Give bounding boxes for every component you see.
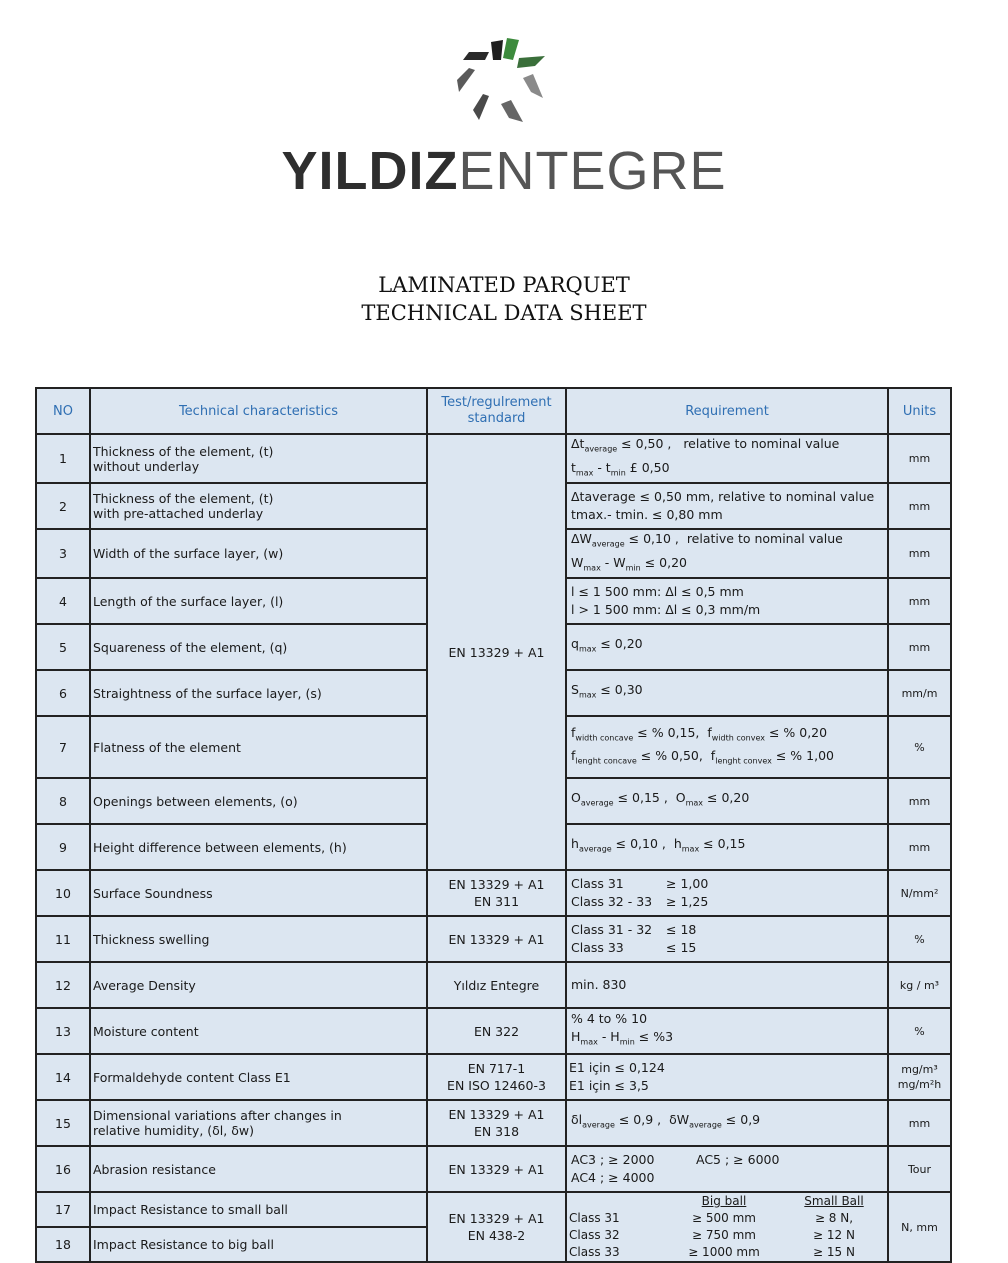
row-characteristic: Moisture content [90,1008,427,1054]
row-characteristic: Length of the surface layer, (l) [90,578,427,624]
row-unit: mm [888,824,951,870]
row-unit: % [888,916,951,962]
row-no: 11 [36,916,90,962]
row-no: 1 [36,434,90,483]
row-standard: EN 13329 + A1 [427,434,566,870]
row-requirement: Class 31 - 32 ≤ 18 Class 33 ≤ 15 [566,916,888,962]
table-row [36,434,951,483]
row-characteristic: Squareness of the element, (q) [90,624,427,670]
document-subtitle: TECHNICAL DATA SHEET [361,301,647,325]
row-requirement: AC3 ; ≥ 2000 AC5 ; ≥ 6000 AC4 ; ≥ 4000 [566,1146,888,1192]
row-characteristic: Thickness of the element, (t) with pre-attached underlay [90,483,427,529]
row-unit: mm [888,434,951,483]
row-characteristic: Formaldehyde content Class E1 [90,1054,427,1100]
row-no: 16 [36,1146,90,1192]
row-characteristic: Openings between elements, (o) [90,778,427,824]
header-characteristics: Technical characteristics [90,388,427,434]
table-row [36,1054,951,1100]
row-unit: N/mm² [888,870,951,916]
header-no: NO [36,388,90,434]
row-no: 17 [36,1192,90,1227]
row-unit: mm [888,1100,951,1146]
brand-name: YILDIZENTEGRE [281,141,727,201]
row-requirement: $O_{average} \le 0,15$ , $O_{max} \le 0,20$ [566,778,888,824]
row-characteristic: Width of the surface layer, (w) [90,529,427,578]
technical-data-table [35,387,952,1263]
row-no: 12 [36,962,90,1008]
row-requirement: $\Delta t_{average} \le 0,50$ , relative to nominal value $t_{max} - t_{min}$ £ 0,50 [566,434,888,483]
row-no: 13 [36,1008,90,1054]
row-unit: % [888,716,951,778]
row-requirement: E1 için ≤ 0,124 E1 için ≤ 3,5 [566,1054,888,1100]
row-unit: mm [888,624,951,670]
table-row [36,1100,951,1146]
row-characteristic: Impact Resistance to big ball [90,1227,427,1262]
row-standard: EN 13329 + A1 [427,1146,566,1192]
row-characteristic: Abrasion resistance [90,1146,427,1192]
row-standard: EN 322 [427,1008,566,1054]
row-no: 5 [36,624,90,670]
row-requirement: $\Delta W_{average} \le 0,10$ , relative to nominal value $W_{max} - W_{min} \le 0,20$ [566,529,888,578]
row-unit: mg/m³ mg/m²h [888,1054,951,1100]
row-no: 18 [36,1227,90,1262]
row-unit: mm [888,578,951,624]
row-characteristic: Straightness of the surface layer, (s) [90,670,427,716]
table-row [36,1192,951,1227]
row-requirement: $h_{average} \le 0,10$ , $h_{max} \le 0,15$ [566,824,888,870]
impact-requirement: Big ball Small Ball Class 31 ≥ 500 mm ≥ 8 N, Class 32 ≥ 750 mm ≥ 12 N Class 33 ≥ 1000 mm ≥ 15 N [566,1192,888,1262]
row-characteristic: Thickness of the element, (t) without underlay [90,434,427,483]
header-standard: Test/regulrement standard [427,388,566,434]
row-standard: EN 717-1 EN ISO 12460-3 [427,1054,566,1100]
row-characteristic: Impact Resistance to small ball [90,1192,427,1227]
row-unit: kg / m³ [888,962,951,1008]
row-unit: mm [888,529,951,578]
row-no: 14 [36,1054,90,1100]
row-requirement: % 4 to % 10 $H_{max} - H_{min} \le \%3$ [566,1008,888,1054]
row-requirement: $f_{width concave}$ ≤ % 0,15, $f_{width convex}$ ≤ % 0,20 $f_{lenght concave}$ ≤ % 0,50, $f_{lenght convex}$ ≤ % 1,00 [566,716,888,778]
row-standard: EN 13329 + A1 EN 311 [427,870,566,916]
star-logo-icon [449,30,559,135]
row-requirement: min. 830 [566,962,888,1008]
row-requirement: Δtaverage ≤ 0,50 mm, relative to nominal value tmax.- tmin. ≤ 0,80 mm [566,483,888,529]
table-row [36,1146,951,1192]
header-requirement: Requirement [566,388,888,434]
row-requirement: l ≤ 1 500 mm: Δl ≤ 0,5 mm l > 1 500 mm: Δl ≤ 0,3 mm/m [566,578,888,624]
table-row [36,962,951,1008]
table-row [36,870,951,916]
row-no: 10 [36,870,90,916]
row-unit: mm [888,483,951,529]
row-characteristic: Thickness swelling [90,916,427,962]
row-no: 9 [36,824,90,870]
row-unit: Tour [888,1146,951,1192]
row-requirement: Class 31 ≥ 1,00 Class 32 - 33 ≥ 1,25 [566,870,888,916]
row-characteristic: Dimensional variations after changes in relative humidity, (δl, δw) [90,1100,427,1146]
row-unit: % [888,1008,951,1054]
row-requirement: $S_{max} \le 0,30$ [566,670,888,716]
row-no: 8 [36,778,90,824]
row-unit: N, mm [888,1192,951,1262]
row-standard: EN 13329 + A1 [427,916,566,962]
row-characteristic: Flatness of the element [90,716,427,778]
row-unit: mm [888,778,951,824]
row-no: 3 [36,529,90,578]
row-characteristic: Average Density [90,962,427,1008]
row-no: 4 [36,578,90,624]
row-requirement: $q_{max} \le 0,20$ [566,624,888,670]
row-standard: EN 13329 + A1 EN 438-2 [427,1192,566,1262]
header-units: Units [888,388,951,434]
row-no: 15 [36,1100,90,1146]
document-title: LAMINATED PARQUET [378,273,630,297]
row-no: 6 [36,670,90,716]
row-no: 2 [36,483,90,529]
row-unit: mm/m [888,670,951,716]
brand-logo [0,30,1008,135]
table-row [36,916,951,962]
table-header-row [36,388,951,434]
row-standard: EN 13329 + A1 EN 318 [427,1100,566,1146]
row-no: 7 [36,716,90,778]
row-requirement: $\delta l_{average} \le 0,9$ , $\delta W_{average} \le 0,9$ [566,1100,888,1146]
row-characteristic: Height difference between elements, (h) [90,824,427,870]
row-characteristic: Surface Soundness [90,870,427,916]
row-standard: Yıldız Entegre [427,962,566,1008]
table-row [36,1008,951,1054]
